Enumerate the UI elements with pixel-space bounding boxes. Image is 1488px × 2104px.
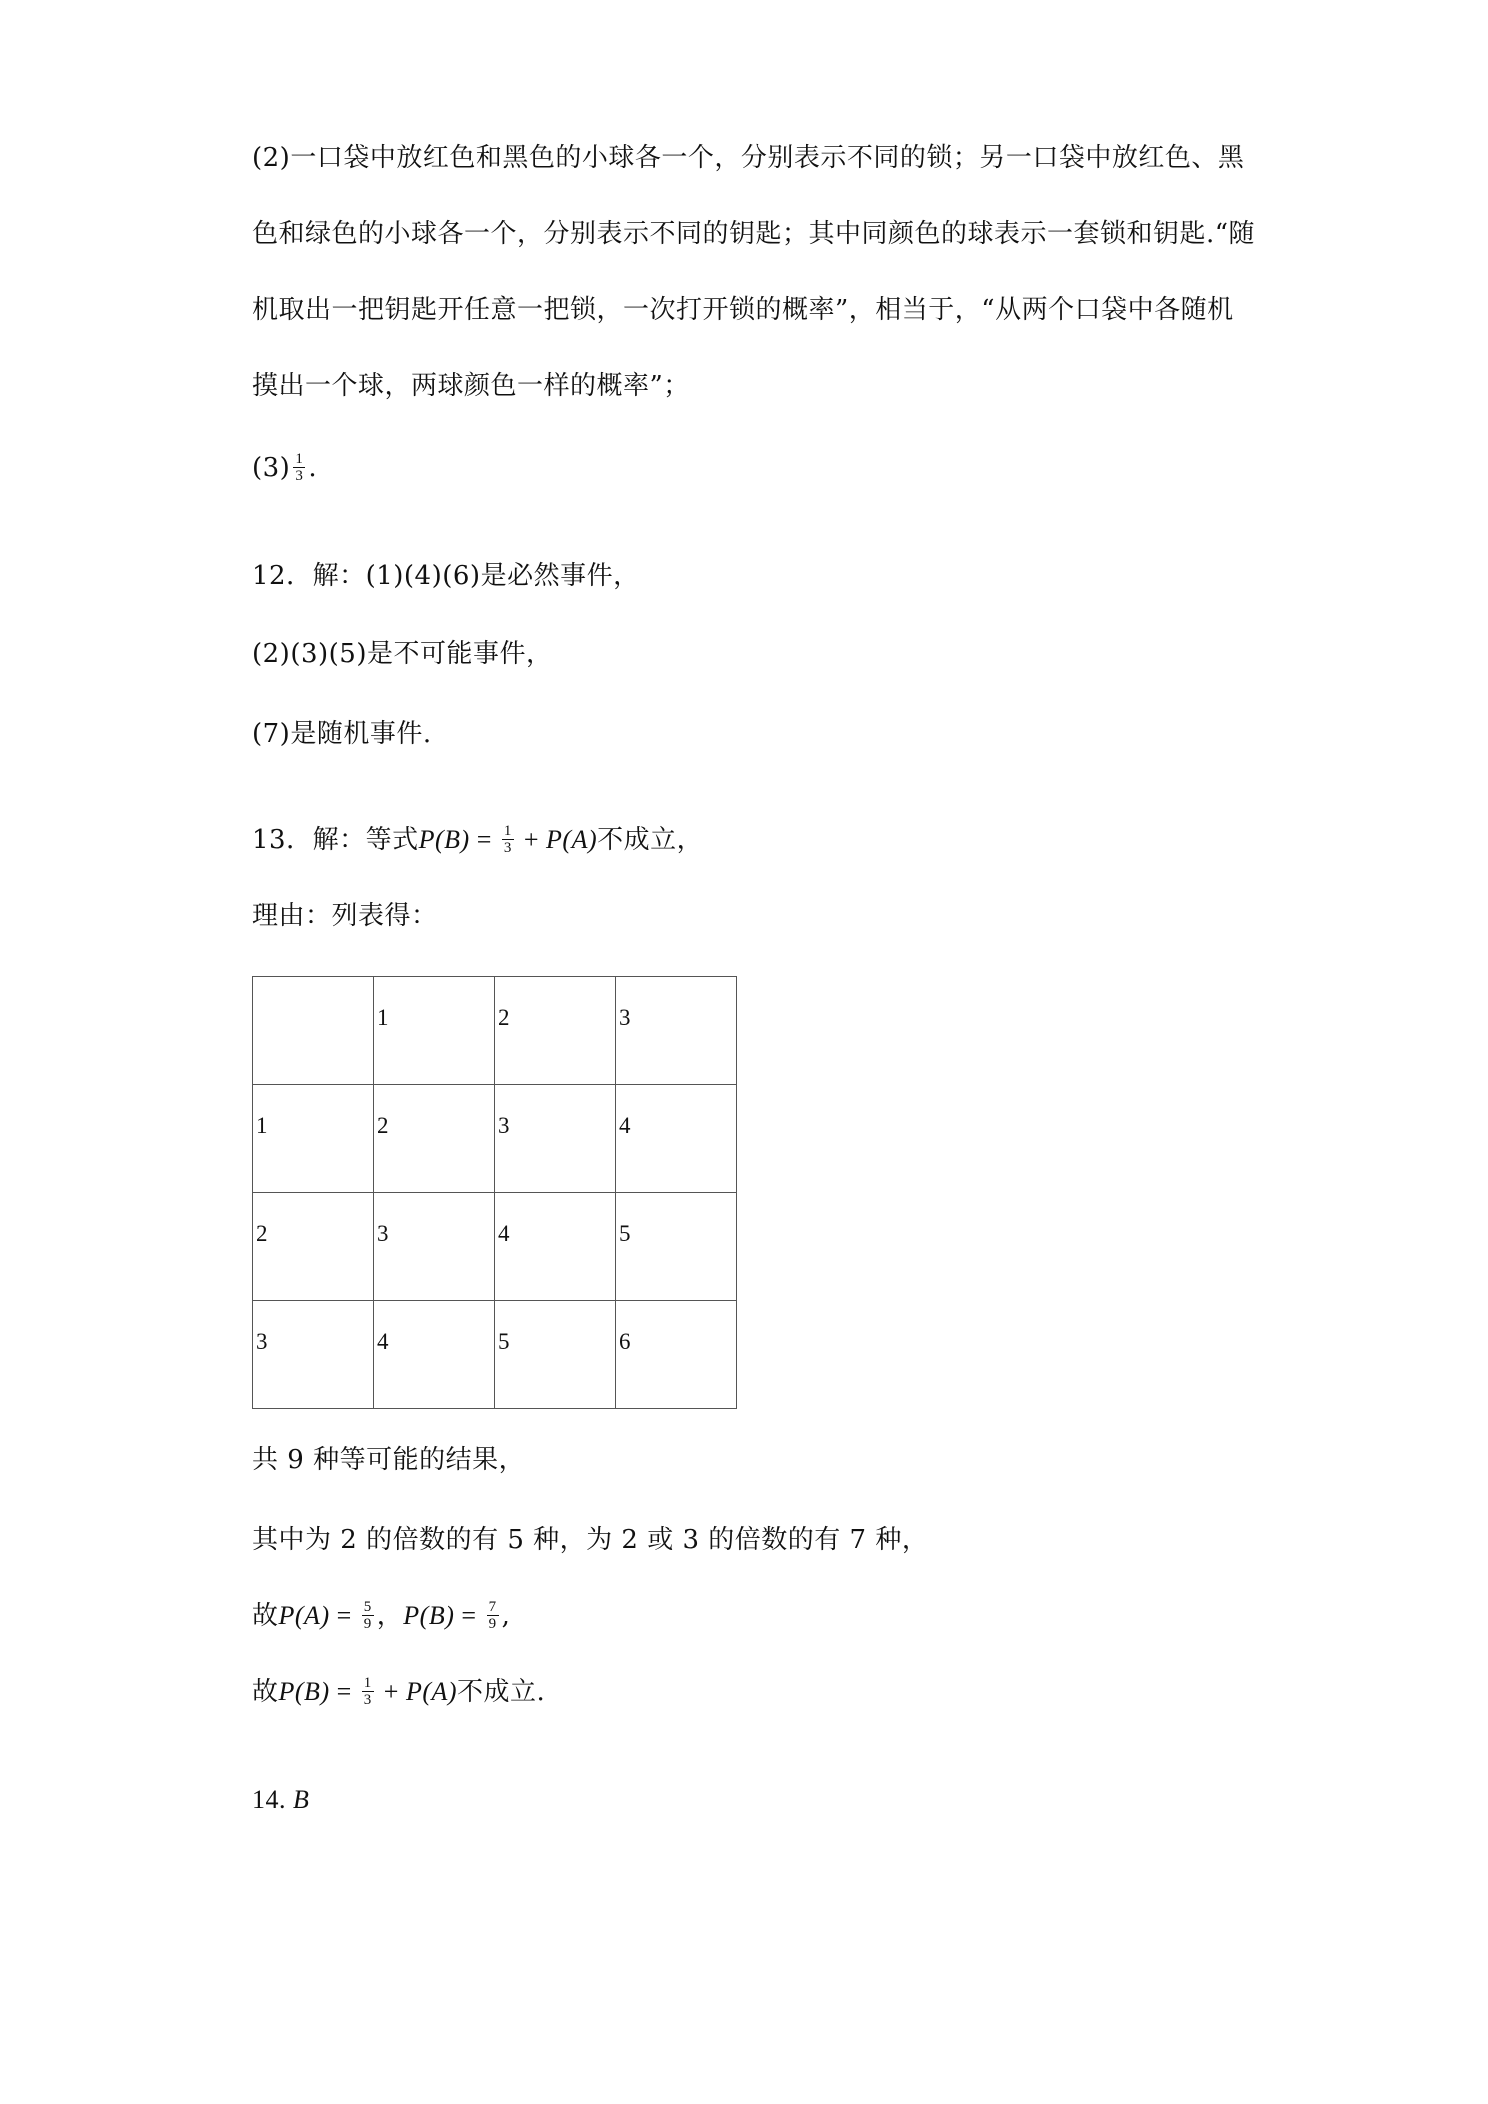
table-cell: 5: [616, 1193, 737, 1301]
so2-pb: P(B): [278, 1677, 330, 1706]
table-cell: 2: [495, 977, 616, 1085]
table-cell: 3: [374, 1193, 495, 1301]
q13-so1: [252, 1596, 510, 1636]
so1-pa: P(A): [278, 1601, 330, 1630]
table-cell: 5: [495, 1301, 616, 1409]
so1-eq: =: [329, 1601, 359, 1630]
so1-sep: ，: [376, 1601, 404, 1631]
table-row: [253, 977, 737, 1085]
fraction-denominator: 9: [363, 1615, 372, 1632]
q12-line2: (2)(3)(5)是不可能事件，: [252, 639, 553, 669]
q12-line3: (7)是随机事件.: [252, 719, 432, 749]
so1-end: ,: [501, 1601, 511, 1631]
q13-pa: P(A): [546, 825, 598, 854]
fraction-denominator: 3: [503, 839, 512, 856]
table-cell: 2: [374, 1085, 495, 1193]
so1-prefix: 故: [252, 1601, 279, 1631]
table-row: [253, 1301, 737, 1409]
q13-heading: [252, 820, 703, 860]
q11-part3-prefix: (3): [252, 453, 291, 483]
q11-part3-fraction: [293, 451, 305, 484]
q11-part2-line2: 色和绿色的小球各一个，分别表示不同的钥匙；其中同颜色的球表示一套锁和钥匙.“随: [252, 219, 1256, 249]
so1-eq2: =: [454, 1601, 484, 1630]
table-cell: 3: [616, 977, 737, 1085]
q11-part2-line4: 摸出一个球，两球颜色一样的概率”；: [252, 371, 690, 401]
table-cell: 4: [495, 1193, 616, 1301]
so1-pb: P(B): [403, 1601, 455, 1630]
table-row: [253, 1193, 737, 1301]
q11-part2-line3: 机取出一把钥匙开任意一把锁，一次打开锁的概率”，相当于，“从两个口袋中各随机: [252, 295, 1234, 325]
table-cell: 2: [253, 1193, 374, 1301]
q13-among: 其中为 2 的倍数的有 5 种，为 2 或 3 的倍数的有 7 种，: [252, 1525, 929, 1555]
q13-so2: [252, 1672, 545, 1712]
fraction-denominator: 9: [488, 1615, 497, 1632]
so2-pa: P(A): [405, 1677, 458, 1706]
fraction-numerator: 5: [363, 1598, 372, 1615]
q13-head-prefix: 13．解：等式: [252, 825, 419, 855]
so2-suffix: 不成立.: [457, 1677, 546, 1707]
q14-answer-letter: B: [293, 1785, 310, 1814]
fraction-numerator: 7: [488, 1598, 497, 1615]
q13-reason: 理由：列表得：: [252, 901, 438, 931]
table-cell: 3: [253, 1301, 374, 1409]
q11-part3-answer: [252, 448, 317, 488]
q13-head-suffix: 不成立，: [597, 825, 704, 855]
table-cell: 1: [253, 1085, 374, 1193]
so2-eq: =: [329, 1677, 359, 1706]
q13-fraction: [502, 823, 514, 856]
sum-table: [252, 976, 737, 1409]
q11-part3-suffix: .: [308, 453, 318, 483]
table-row: [253, 1085, 737, 1193]
table-cell: 1: [374, 977, 495, 1085]
so1-fraction-a: [362, 1599, 374, 1632]
q11-part2-line1: (2)一口袋中放红色和黑色的小球各一个，分别表示不同的锁；另一口袋中放红色、黑: [252, 143, 1245, 173]
fraction-denominator: 3: [363, 1691, 372, 1708]
q13-pb: P(B): [418, 825, 470, 854]
q13-plus: +: [516, 825, 547, 854]
so1-fraction-b: [487, 1599, 499, 1632]
q13-total: 共 9 种等可能的结果，: [252, 1445, 526, 1475]
table-cell: 6: [616, 1301, 737, 1409]
fraction-numerator: 1: [363, 1674, 372, 1691]
table-cell: 4: [616, 1085, 737, 1193]
fraction-denominator: 3: [295, 467, 304, 484]
q14-prefix: 14.: [252, 1785, 293, 1814]
table-cell: 3: [495, 1085, 616, 1193]
table-cell: 4: [374, 1301, 495, 1409]
so2-fraction: [362, 1675, 374, 1708]
fraction-numerator: 1: [503, 822, 512, 839]
q13-eq: =: [469, 825, 499, 854]
fraction-numerator: 1: [295, 450, 304, 467]
table-cell: [253, 977, 374, 1085]
q12-line1: 12．解：(1)(4)(6)是必然事件，: [252, 561, 640, 591]
q14-answer: [252, 1780, 309, 1820]
so2-prefix: 故: [252, 1677, 279, 1707]
so2-plus: +: [376, 1677, 406, 1706]
